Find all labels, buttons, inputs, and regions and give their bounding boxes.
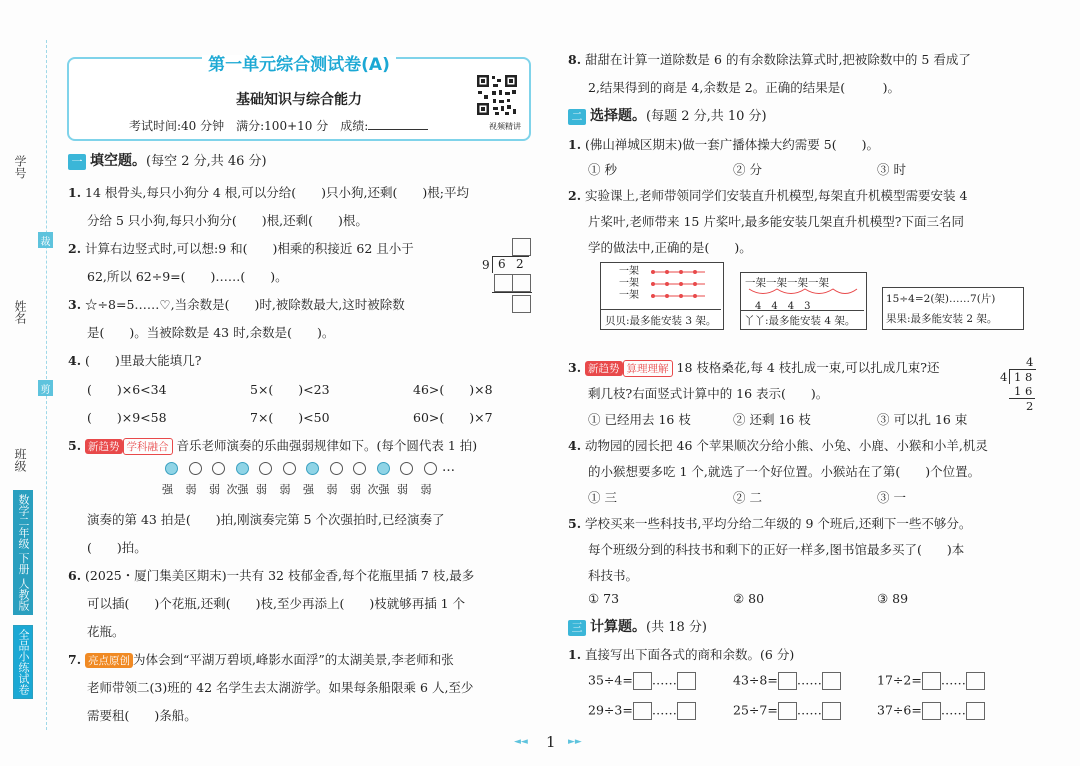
question-8-cont: 2,结果得到的商是 4,余数是 2。正确的结果是( )。 <box>588 80 901 95</box>
calc-item: 37÷6= …… <box>877 702 985 720</box>
method-card-yaya <box>740 272 867 330</box>
choice-1: 1. (佛山禅城区期末)做一套广播体操大约需要 5( )。 <box>568 137 879 152</box>
question-2-cont: 62,所以 62÷9=( )……( )。 <box>87 269 288 284</box>
choice-5-cont: 科技书。 <box>588 568 639 583</box>
beat-label: 弱 <box>256 483 267 496</box>
option[interactable]: ③ 一 <box>877 490 906 505</box>
beat-circle <box>353 462 366 475</box>
option[interactable]: ② 还剩 16 枝 <box>733 412 811 427</box>
method-caption: 果果:最多能安装 2 架。 <box>886 313 998 325</box>
ellipsis: … <box>442 460 455 475</box>
beat-label: 弱 <box>209 483 220 496</box>
beat-diagram <box>158 462 458 502</box>
series-label: 全品小练试卷 <box>13 625 33 699</box>
option[interactable]: ③ 89 <box>877 591 909 606</box>
choice-2-cont: 学的做法中,正确的是( )。 <box>588 240 752 255</box>
exam-info: 考试时间:40 分钟 满分:100+10 分 成绩: <box>129 117 428 134</box>
blade-dots-icon <box>649 267 709 303</box>
remainder-box[interactable] <box>677 672 696 690</box>
beat-circle <box>400 462 413 475</box>
next-page-icon[interactable]: ►► <box>568 737 582 747</box>
vertical-division <box>482 238 532 296</box>
question-6-cont: 可以插( )个花瓶,还剩( )枝,至少再添上( )枝就够再插 1 个 <box>87 596 466 611</box>
section-number: 一 <box>68 154 86 170</box>
blade-counts: 4 4 4 3 <box>755 301 811 312</box>
option[interactable]: ① 三 <box>588 490 617 505</box>
section-calculation: 三 计算题。(共 18 分) <box>568 616 707 636</box>
trend-tag: 新趋势 <box>585 361 623 376</box>
beat-label: 弱 <box>397 483 408 496</box>
subject-tag: 学科融合 <box>123 438 173 455</box>
quotient-box[interactable] <box>633 672 652 690</box>
choice-5: 5. 学校买来一些科技书,平均分给二年级的 9 个班后,还剩下一些不够分。 <box>568 516 972 531</box>
book-edition-label: 数学二年级 下册 人教版 <box>13 490 33 615</box>
rack-label: 一架一架一架一架 <box>745 277 829 289</box>
beat-label: 次强 <box>367 483 390 496</box>
question-1-cont: 分给 5 只小狗,每只小狗分( )根,还剩( )根。 <box>87 213 368 228</box>
remainder-box[interactable] <box>966 672 985 690</box>
question-5-cont: ( )拍。 <box>87 540 147 555</box>
trend-tag: 新趋势 <box>85 439 123 454</box>
student-id-label: 学号 <box>13 155 27 179</box>
question-5: 5. 新趋势 学科融合 音乐老师演奏的乐曲强弱规律如下。(每个圆代表 1 拍) <box>68 438 478 453</box>
answer-box[interactable] <box>512 274 531 292</box>
method-card-guoguo <box>882 287 1024 330</box>
choice-2: 2. 实验课上,老师带领同学们安装直升机模型,每架直升机模型需要安装 4 <box>568 188 968 203</box>
beat-circle <box>259 462 272 475</box>
beat-circle <box>165 462 178 475</box>
question-7: 7. 亮点原创 为体会到“平湖万碧顷,峰影水面浮”的太湖美景,李老师和张 <box>68 652 454 667</box>
question-1: 1. 14 根骨头,每只小狗分 4 根,可以分给( )只小狗,还剩( )根;平均 <box>68 185 469 200</box>
inequality: 5×( )<23 <box>250 382 330 397</box>
class-label: 班级 <box>13 448 27 472</box>
inequality: ( )×6<34 <box>87 382 167 397</box>
beat-circle <box>424 462 437 475</box>
section-fill-in: 一 填空题。(每空 2 分,共 46 分) <box>68 150 267 170</box>
beat-label: 弱 <box>279 483 291 496</box>
question-2: 2. 计算右边竖式时,可以想:9 和( )相乘的积接近 62 且小于 <box>68 241 414 256</box>
option[interactable]: ③ 可以扎 16 束 <box>877 412 968 427</box>
exam-subtitle: 基础知识与综合能力 <box>236 92 362 108</box>
section-number: 二 <box>568 109 586 125</box>
beat-circle <box>236 462 249 475</box>
question-4: 4. ( )里最大能填几? <box>68 353 202 368</box>
remainder-box[interactable] <box>677 702 696 720</box>
dividend-digit: 6 <box>498 257 506 271</box>
calc-question-1: 1. 直接写出下面各式的商和余数。(6 分) <box>568 647 795 662</box>
qr-code-icon[interactable] <box>475 73 519 117</box>
option[interactable]: ② 80 <box>733 591 765 606</box>
option[interactable]: ① 73 <box>588 591 620 606</box>
page-number: 1 <box>546 733 556 751</box>
option[interactable]: ③ 时 <box>877 162 906 177</box>
remainder-box[interactable] <box>822 672 841 690</box>
original-tag: 亮点原创 <box>85 653 133 668</box>
quotient-box[interactable] <box>922 672 941 690</box>
calc-item: 25÷7= …… <box>733 702 841 720</box>
rack-label: 一架 一架 一架 <box>619 266 639 301</box>
inequality: 46>( )×8 <box>413 382 493 397</box>
beat-circle <box>306 462 319 475</box>
beat-circle <box>283 462 296 475</box>
remainder-box[interactable] <box>822 702 841 720</box>
answer-box[interactable] <box>494 274 513 292</box>
student-name-label: 姓名 <box>13 300 27 324</box>
question-7-cont: 需要租( )条船。 <box>87 708 197 723</box>
prev-page-icon[interactable]: ◄◄ <box>514 737 528 747</box>
choice-4: 4. 动物园的园长把 46 个苹果顺次分给小熊、小兔、小鹿、小猴和小羊,机灵 <box>568 438 988 453</box>
option[interactable]: ① 秒 <box>588 162 617 177</box>
answer-box[interactable] <box>512 295 531 313</box>
beat-label: 次强 <box>226 483 249 496</box>
beat-label: 弱 <box>350 483 361 496</box>
title-box <box>67 57 531 141</box>
calc-item: 29÷3= …… <box>588 702 696 720</box>
question-5-cont: 演奏的第 43 拍是( )拍,刚演奏完第 5 个次强拍时,已经演奏了 <box>87 512 445 527</box>
cut-mark: 剪 <box>38 380 53 396</box>
beat-circle <box>330 462 343 475</box>
qr-caption: 视频精讲 <box>489 122 521 131</box>
remainder-box[interactable] <box>966 702 985 720</box>
answer-box[interactable] <box>512 238 531 256</box>
calc-item: 35÷4= …… <box>588 672 696 690</box>
choice-2-cont: 片桨叶,老师带来 15 片桨叶,最多能安装几架直升机模型?下面三名同 <box>588 214 965 229</box>
question-7-cont: 老师带领二(3)班的 42 名学生去太湖游学。如果每条船限乘 6 人,至少 <box>87 680 474 695</box>
beat-circle <box>377 462 390 475</box>
beat-label: 强 <box>162 483 173 496</box>
quotient-box[interactable] <box>778 672 797 690</box>
reasoning-tag: 算理理解 <box>623 360 673 377</box>
question-6-cont: 花瓶。 <box>87 624 125 639</box>
exam-title: 第一单元综合测试卷(A) <box>69 50 529 75</box>
beat-circle <box>212 462 225 475</box>
choice-3: 3. 新趋势 算理理解 18 枝格桑花,每 4 枝扎成一束,可以扎成几束?还 <box>568 360 940 375</box>
calc-item: 17÷2= …… <box>877 672 985 690</box>
beat-label: 弱 <box>185 483 197 496</box>
question-3-cont: 是( )。当被除数是 43 时,余数是( )。 <box>87 325 335 340</box>
section-choice: 二 选择题。(每题 2 分,共 10 分) <box>568 105 767 125</box>
choice-4-cont: 的小猴想要多吃 1 个,就选了一个好位置。小猴站在了第( )个位置。 <box>588 464 981 479</box>
division-line <box>492 292 532 293</box>
vertical-division-small: 4 4 1 8 1 6 2 <box>1000 355 1040 413</box>
inequality: ( )×9<58 <box>87 410 167 425</box>
option[interactable]: ① 已经用去 16 枝 <box>588 412 691 427</box>
option[interactable]: ② 二 <box>733 490 762 505</box>
choice-5-cont: 每个班级分到的科技书和剩下的正好一样多,图书馆最多买了( )本 <box>588 542 965 557</box>
method-caption: 丫丫:最多能安装 4 架。 <box>744 315 856 327</box>
beat-label: 弱 <box>326 483 338 496</box>
option[interactable]: ② 分 <box>733 162 762 177</box>
choice-3-cont: 剩几枝?右面竖式计算中的 16 表示( )。 <box>588 386 829 401</box>
method-formula: 15÷4=2(架)……7(片) <box>886 293 996 305</box>
inequality: 7×( )<50 <box>250 410 330 425</box>
calc-item: 43÷8= …… <box>733 672 841 690</box>
method-card-beibei <box>600 262 724 330</box>
inequality: 60>( )×7 <box>413 410 493 425</box>
divisor: 9 <box>482 258 490 272</box>
question-3: 3. ☆÷8=5……♡,当余数是( )时,被除数最大,这时被除数 <box>68 297 405 312</box>
cut-mark: 裁 <box>38 232 53 248</box>
quotient-box[interactable] <box>633 702 652 720</box>
method-caption: 贝贝:最多能安装 3 架。 <box>605 315 717 327</box>
dividend-digit: 2 <box>516 257 524 271</box>
beat-label: 弱 <box>420 483 432 496</box>
beat-circle <box>189 462 202 475</box>
quotient-box[interactable] <box>922 702 941 720</box>
quotient-box[interactable] <box>778 702 797 720</box>
question-8: 8. 甜甜在计算一道除数是 6 的有余数除法算式时,把被除数中的 5 看成了 <box>568 52 971 67</box>
section-number: 三 <box>568 620 586 636</box>
beat-label: 强 <box>303 483 314 496</box>
question-6: 6. (2025・厦门集美区期末)一共有 32 枝郁金香,每个花瓶里插 7 枝,最多 <box>68 568 475 583</box>
